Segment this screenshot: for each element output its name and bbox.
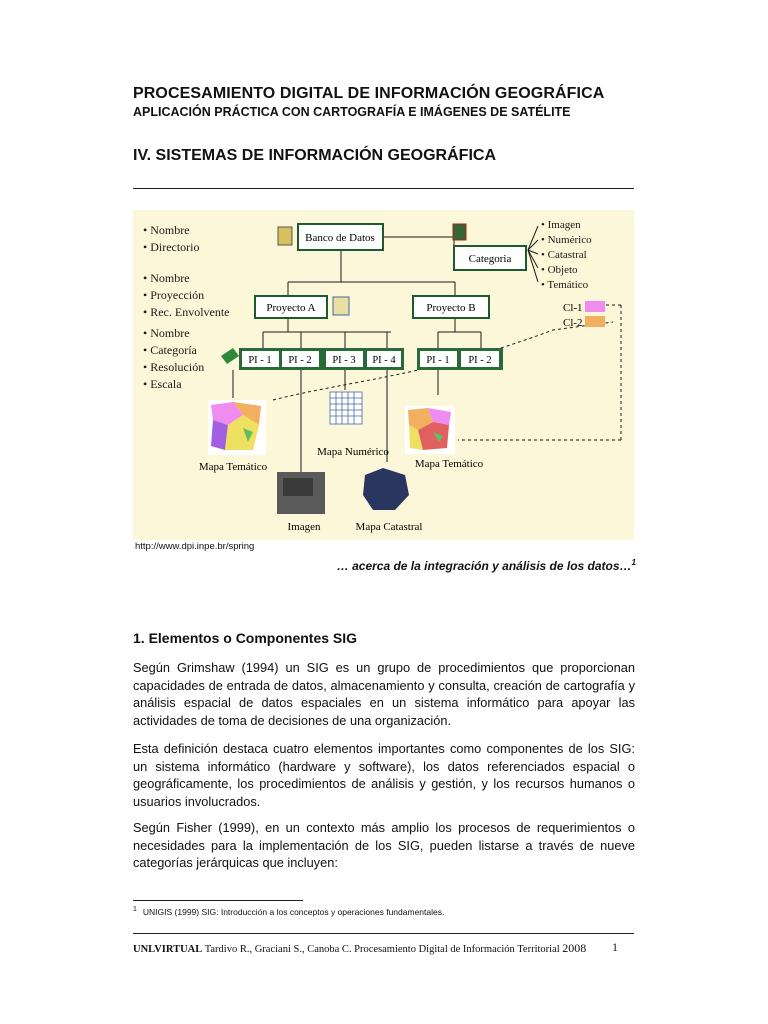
proyecto-b-label: Proyecto B <box>426 302 476 314</box>
mapa-numerico-label: Mapa Numérico <box>317 446 389 458</box>
mapa-tematico-right-image <box>405 406 455 454</box>
banco-datos-label: Banco de Datos <box>305 232 375 244</box>
document-subtitle: APLICACIÓN PRÁCTICA CON CARTOGRAFÍA E IMÁGENES DE SATÉLITE <box>133 105 571 119</box>
section-divider <box>133 188 634 189</box>
section-title: IV. SISTEMAS DE INFORMACIÓN GEOGRÁFICA <box>133 147 496 164</box>
label-directorio: • Directorio <box>143 240 200 254</box>
label-nombre-1: • Nombre <box>143 223 190 237</box>
categoria-icon <box>453 224 466 240</box>
pi-b-2: PI - 2 <box>468 355 492 366</box>
cl1-label: Cl-1 <box>563 302 583 314</box>
pi-row-b <box>417 348 503 370</box>
page-number: 1 <box>612 940 618 954</box>
footnote-marker: 1 <box>133 906 137 913</box>
pi-a-4: PI - 4 <box>372 355 396 366</box>
pi-a-1: PI - 1 <box>248 355 272 366</box>
layer-icon <box>221 348 239 364</box>
mapa-numerico-grid <box>330 392 362 424</box>
mapa-catastral-image <box>363 468 409 510</box>
label-tematico: • Temático <box>541 279 589 291</box>
cl2-label: Cl-2 <box>563 317 583 329</box>
label-objeto: • Objeto <box>541 264 578 276</box>
right-category-labels <box>541 219 592 291</box>
mapa-tematico-left-image <box>208 400 266 455</box>
cl1-swatch <box>585 301 605 312</box>
caption-text: … acerca de la integración y análisis de los datos… <box>336 559 632 573</box>
imagen-satellite-detail <box>283 478 313 496</box>
mapa-catastral-label: Mapa Catastral <box>355 521 423 533</box>
left-attribute-labels <box>143 223 230 391</box>
sig-diagram-svg <box>133 210 634 540</box>
label-rec-envolvente: • Rec. Envolvente <box>143 305 230 319</box>
sig-diagram <box>133 210 634 540</box>
database-icon <box>278 227 292 245</box>
pi-row-a <box>239 348 404 370</box>
pi-a-3: PI - 3 <box>332 355 356 366</box>
cl2-swatch <box>585 316 605 327</box>
mapa-tematico-left-label: Mapa Temático <box>198 461 268 473</box>
label-numerico: • Numérico <box>541 234 592 246</box>
figure-source-url: http://www.dpi.inpe.br/spring <box>135 541 255 552</box>
imagen-label: Imagen <box>287 521 321 533</box>
paragraph-1: Según Grimshaw (1994) un SIG es un grupo de procedimientos que proporcionan capacidades de entrada de datos, almacenamiento y consulta, creación de cartografía y análisis espacial de datos espaciales en un sistema informático para apoyar las actividades de toma de decisiones de una organización. <box>133 660 635 728</box>
document-title: PROCESAMIENTO DIGITAL DE INFORMACIÓN GEOGRÁFICA <box>133 85 605 102</box>
label-imagen: • Imagen <box>541 219 581 231</box>
label-nombre-3: • Nombre <box>143 326 190 340</box>
footer-brand: UNLVIRTUAL <box>133 944 203 955</box>
label-nombre-2: • Nombre <box>143 271 190 285</box>
footer-text: Tardivo R., Graciani S., Canoba C. Procesamiento Digital de Información Territorial <box>204 944 560 955</box>
pi-a-2: PI - 2 <box>288 355 312 366</box>
label-escala: • Escala <box>143 377 182 391</box>
footnote-text: UNIGIS (1999) SIG: Introducción a los conceptos y operaciones fundamentales. <box>142 906 445 917</box>
label-proyeccion: • Proyección <box>143 288 205 302</box>
label-catastral: • Catastral <box>541 249 587 261</box>
footer-year: 2008 <box>562 941 587 955</box>
proyecto-icon <box>333 297 349 315</box>
subsection-heading: 1. Elementos o Componentes SIG <box>133 630 358 646</box>
label-categoria: • Categoría <box>143 343 197 357</box>
caption-footnote-marker: 1 <box>631 558 636 567</box>
categoria-label: Categoria <box>468 253 512 265</box>
paragraph-2: Esta definición destaca cuatro elementos importantes como componentes de los SIG: un sistema informático (hardware y software), los datos referenciados espacial o geográficamente, los procedimientos de análisis y gestión, y los recursos humanos o usuarios involucrados. <box>133 741 635 809</box>
proyecto-a-label: Proyecto A <box>266 302 316 314</box>
footnote <box>133 906 444 917</box>
figure-caption <box>300 558 636 573</box>
pi-b-1: PI - 1 <box>426 355 450 366</box>
mapa-tematico-right-label: Mapa Temático <box>414 458 484 470</box>
footnote-divider <box>133 900 303 901</box>
label-resolucion: • Resolución <box>143 360 205 374</box>
footer-divider <box>133 933 634 934</box>
paragraph-3: Según Fisher (1999), en un contexto más amplio los procesos de requerimientos o necesidades para la implementación de los SIG, pueden listarse a través de nueve categorías jerárquicas que incluyen: <box>133 820 635 870</box>
page-footer <box>133 941 586 956</box>
